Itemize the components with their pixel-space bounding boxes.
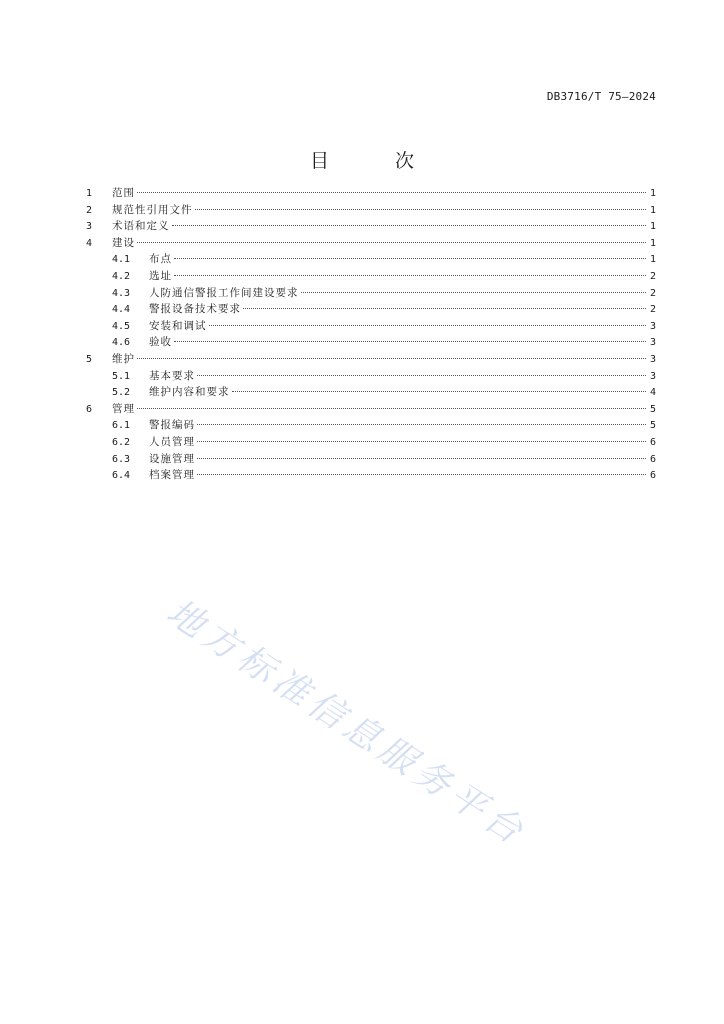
dot-leader (232, 391, 647, 392)
toc-entry-page: 2 (649, 304, 656, 316)
toc-entry-label: 档案管理 (149, 469, 195, 482)
toc-entry[interactable] (86, 235, 656, 252)
toc-entry[interactable] (86, 251, 656, 268)
document-number: DB3716/T 75—2024 (546, 90, 656, 103)
toc-entry-number: 4.1 (112, 254, 131, 266)
toc-entry-number: 6.4 (112, 470, 131, 482)
toc-entry-page: 2 (649, 287, 656, 299)
toc-entry-label: 安装和调试 (149, 319, 207, 332)
toc-entry[interactable] (86, 351, 656, 368)
toc-entry-number: 6.2 (112, 436, 131, 448)
toc-entry-page: 3 (649, 337, 656, 349)
toc-entry-label: 维护 (112, 352, 135, 365)
dot-leader (301, 292, 647, 293)
toc-entry-number: 6.3 (112, 453, 131, 465)
toc-entry-label: 选址 (149, 269, 172, 282)
toc-entry-label: 维护内容和要求 (149, 386, 230, 399)
toc-entry[interactable] (86, 368, 656, 385)
toc-entry-page: 3 (649, 353, 656, 365)
toc-entry-number: 4.2 (112, 270, 131, 282)
table-of-contents (86, 185, 656, 484)
toc-entry-number: 4.3 (112, 287, 131, 299)
toc-entry-page: 1 (649, 204, 656, 216)
toc-entry-label: 验收 (149, 336, 172, 349)
toc-entry[interactable] (86, 202, 656, 219)
dot-leader (137, 408, 646, 409)
toc-entry-page: 3 (649, 370, 656, 382)
toc-entry-page: 1 (649, 237, 656, 249)
toc-entry-page: 3 (649, 320, 656, 332)
dot-leader (197, 441, 646, 442)
toc-entry[interactable] (86, 268, 656, 285)
toc-entry-label: 基本要求 (149, 369, 195, 382)
toc-entry-page: 1 (649, 254, 656, 266)
toc-entry-page: 1 (649, 221, 656, 233)
toc-entry-label: 人防通信警报工作间建设要求 (149, 286, 299, 299)
toc-entry-page: 5 (649, 403, 656, 415)
toc-entry-label: 人员管理 (149, 435, 195, 448)
toc-entry[interactable] (86, 185, 656, 202)
toc-entry-label: 布点 (149, 253, 172, 266)
toc-entry-number: 4.6 (112, 337, 131, 349)
toc-entry-number: 5 (86, 353, 93, 365)
toc-entry[interactable] (86, 301, 656, 318)
toc-entry-page: 5 (649, 420, 656, 432)
dot-leader (209, 325, 647, 326)
toc-entry-label: 术语和定义 (112, 220, 170, 233)
dot-leader (197, 375, 646, 376)
toc-entry-page: 6 (649, 453, 656, 465)
toc-entry[interactable] (86, 218, 656, 235)
dot-leader (197, 424, 646, 425)
dot-leader (174, 275, 646, 276)
toc-entry-label: 设施管理 (149, 452, 195, 465)
toc-entry[interactable] (86, 285, 656, 302)
dot-leader (137, 242, 646, 243)
toc-entry-number: 5.2 (112, 387, 131, 399)
toc-entry-number: 4.5 (112, 320, 131, 332)
toc-entry-label: 建设 (112, 236, 135, 249)
toc-entry-number: 2 (86, 204, 93, 216)
dot-leader (137, 358, 646, 359)
dot-leader (172, 225, 647, 226)
toc-entry-label: 警报编码 (149, 419, 195, 432)
toc-entry[interactable] (86, 467, 656, 484)
dot-leader (195, 209, 647, 210)
toc-entry[interactable] (86, 334, 656, 351)
dot-leader (197, 474, 646, 475)
dot-leader (197, 458, 646, 459)
toc-entry-number: 1 (86, 188, 93, 199)
dot-leader (243, 308, 646, 309)
toc-entry-number: 4 (86, 237, 93, 249)
toc-entry[interactable] (86, 451, 656, 468)
toc-entry-number: 4.4 (112, 304, 131, 316)
toc-entry-page: 6 (649, 436, 656, 448)
dot-leader (137, 192, 646, 193)
toc-entry[interactable] (86, 384, 656, 401)
toc-entry[interactable] (86, 318, 656, 335)
toc-entry-label: 范围 (112, 187, 135, 199)
toc-title: 目 次 (309, 150, 445, 172)
toc-entry-number: 3 (86, 221, 93, 233)
toc-entry-page: 1 (649, 188, 656, 199)
dot-leader (174, 258, 646, 259)
toc-entry-label: 规范性引用文件 (112, 203, 193, 216)
dot-leader (174, 341, 646, 342)
toc-entry-label: 管理 (112, 402, 135, 415)
toc-entry[interactable] (86, 434, 656, 451)
toc-entry-number: 6 (86, 403, 93, 415)
toc-entry-page: 6 (649, 470, 656, 482)
toc-entry-number: 5.1 (112, 370, 131, 382)
toc-entry[interactable] (86, 401, 656, 418)
toc-entry-label: 警报设备技术要求 (149, 303, 241, 316)
toc-entry-page: 4 (649, 387, 656, 399)
toc-entry-page: 2 (649, 270, 656, 282)
toc-entry-number: 6.1 (112, 420, 131, 432)
watermark-text: 地方标准信息服务平台 (159, 591, 534, 855)
toc-entry[interactable] (86, 417, 656, 434)
